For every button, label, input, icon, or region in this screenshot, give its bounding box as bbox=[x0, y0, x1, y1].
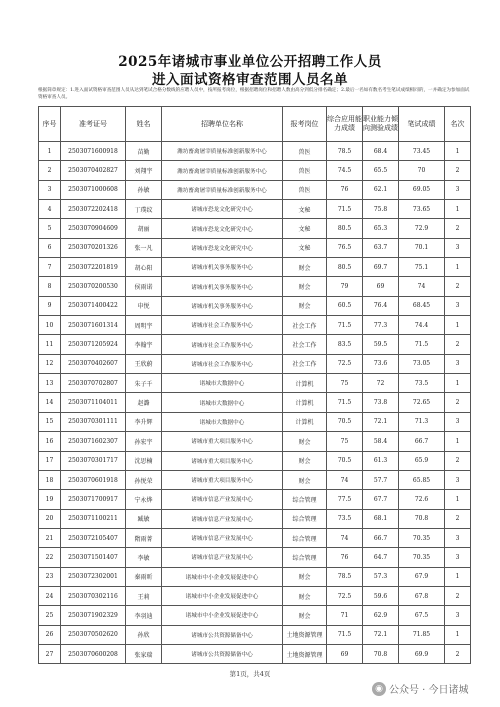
cell-score-comprehensive: 71.5 bbox=[327, 625, 363, 644]
cell-post: 土地资源管理 bbox=[283, 644, 327, 663]
cell-total: 73.45 bbox=[399, 142, 445, 161]
cell-index: 11 bbox=[39, 335, 61, 354]
cell-total: 65.85 bbox=[399, 470, 445, 489]
cell-name: 李翰宇 bbox=[126, 335, 162, 354]
cell-unit: 诸城市公共资源储备中心 bbox=[162, 625, 283, 644]
cell-ticket: 2503070600208 bbox=[61, 644, 126, 663]
cell-unit: 诸城市中小企业发展促进中心 bbox=[162, 586, 283, 605]
cell-score-aptitude: 57.3 bbox=[363, 567, 399, 586]
cell-ticket: 2503071100211 bbox=[61, 509, 126, 528]
cell-post: 财会 bbox=[283, 586, 327, 605]
cell-unit: 诸城市社会工作服务中心 bbox=[162, 354, 283, 373]
cell-name: 宁永烨 bbox=[126, 490, 162, 509]
cell-rank: 3 bbox=[445, 180, 471, 199]
header-score-aptitude: 职业能力倾向测验成绩 bbox=[363, 107, 399, 142]
cell-index: 27 bbox=[39, 644, 61, 663]
cell-post: 兽医 bbox=[283, 180, 327, 199]
cell-index: 10 bbox=[39, 316, 61, 335]
cell-total: 69.05 bbox=[399, 180, 445, 199]
cell-score-aptitude: 73.8 bbox=[363, 393, 399, 412]
table-row bbox=[39, 412, 471, 431]
cell-score-aptitude: 69 bbox=[363, 277, 399, 296]
header-rank: 名次 bbox=[445, 107, 471, 142]
cell-index: 8 bbox=[39, 277, 61, 296]
header-index: 序号 bbox=[39, 107, 61, 142]
cell-unit: 诸城市大数据中心 bbox=[162, 412, 283, 431]
cell-name: 李敏 bbox=[126, 548, 162, 567]
cell-total: 73.05 bbox=[399, 354, 445, 373]
header-ticket: 准考证号 bbox=[61, 107, 126, 142]
table-row bbox=[39, 238, 471, 257]
cell-total: 71.3 bbox=[399, 412, 445, 431]
cell-rank: 2 bbox=[445, 335, 471, 354]
table-row bbox=[39, 374, 471, 393]
cell-index: 26 bbox=[39, 625, 61, 644]
cell-total: 70.8 bbox=[399, 509, 445, 528]
header-total: 笔试成绩 bbox=[399, 107, 445, 142]
cell-rank: 3 bbox=[445, 548, 471, 567]
cell-name: 沈思楠 bbox=[126, 451, 162, 470]
table-header-row bbox=[39, 107, 471, 142]
cell-name: 孙欣 bbox=[126, 625, 162, 644]
header-unit: 招聘单位名称 bbox=[162, 107, 283, 142]
cell-index: 21 bbox=[39, 528, 61, 547]
table-row bbox=[39, 625, 471, 644]
cell-post: 文秘 bbox=[283, 238, 327, 257]
cell-score-aptitude: 66.7 bbox=[363, 528, 399, 547]
cell-rank: 2 bbox=[445, 586, 471, 605]
cell-unit: 潍坊畜禽屠宰质量标准创新服务中心 bbox=[162, 161, 283, 180]
table-row bbox=[39, 277, 471, 296]
cell-total: 70 bbox=[399, 161, 445, 180]
cell-score-aptitude: 77.3 bbox=[363, 316, 399, 335]
cell-index: 4 bbox=[39, 200, 61, 219]
cell-unit: 诸城市公共资源储备中心 bbox=[162, 644, 283, 663]
cell-index: 5 bbox=[39, 219, 61, 238]
header-post: 报考岗位 bbox=[283, 107, 327, 142]
cell-index: 2 bbox=[39, 161, 61, 180]
cell-unit: 诸城市机关事务服务中心 bbox=[162, 277, 283, 296]
cell-total: 67.9 bbox=[399, 567, 445, 586]
cell-name: 孙敏 bbox=[126, 180, 162, 199]
table-row bbox=[39, 219, 471, 238]
cell-rank: 2 bbox=[445, 509, 471, 528]
cell-score-comprehensive: 71.5 bbox=[327, 393, 363, 412]
cell-name: 申悦 bbox=[126, 296, 162, 315]
cell-rank: 1 bbox=[445, 432, 471, 451]
cell-post: 计算机 bbox=[283, 374, 327, 393]
cell-ticket: 2503071104011 bbox=[61, 393, 126, 412]
cell-name: 孙悦荣 bbox=[126, 470, 162, 489]
document-title-line1: 2025年诸城市事业单位公开招聘工作人员 bbox=[118, 54, 382, 70]
cell-total: 69.9 bbox=[399, 644, 445, 663]
cell-rank: 1 bbox=[445, 567, 471, 586]
cell-index: 25 bbox=[39, 606, 61, 625]
cell-name: 李升辉 bbox=[126, 412, 162, 431]
cell-score-comprehensive: 76 bbox=[327, 548, 363, 567]
cell-ticket: 2503070301111 bbox=[61, 412, 126, 431]
cell-ticket: 2503072302001 bbox=[61, 567, 126, 586]
cell-name: 王莉 bbox=[126, 586, 162, 605]
cell-score-comprehensive: 78.5 bbox=[327, 567, 363, 586]
cell-name: 侯雨诺 bbox=[126, 277, 162, 296]
cell-rank: 2 bbox=[445, 451, 471, 470]
cell-rank: 3 bbox=[445, 470, 471, 489]
cell-ticket: 2503070200530 bbox=[61, 277, 126, 296]
cell-name: 胡心阳 bbox=[126, 258, 162, 277]
cell-score-aptitude: 62.9 bbox=[363, 606, 399, 625]
table-row bbox=[39, 644, 471, 663]
cell-total: 67.5 bbox=[399, 606, 445, 625]
cell-rank: 1 bbox=[445, 258, 471, 277]
cell-score-comprehensive: 74 bbox=[327, 470, 363, 489]
cell-total: 72.9 bbox=[399, 219, 445, 238]
cell-score-aptitude: 67.7 bbox=[363, 490, 399, 509]
cell-post: 综合管理 bbox=[283, 509, 327, 528]
cell-post: 文秘 bbox=[283, 219, 327, 238]
cell-post: 文秘 bbox=[283, 200, 327, 219]
cell-rank: 3 bbox=[445, 412, 471, 431]
table-row bbox=[39, 528, 471, 547]
cell-total: 71.5 bbox=[399, 335, 445, 354]
cell-index: 7 bbox=[39, 258, 61, 277]
cell-name: 秦雨昕 bbox=[126, 567, 162, 586]
cell-ticket: 2503070702807 bbox=[61, 374, 126, 393]
watermark bbox=[372, 681, 469, 696]
cell-rank: 2 bbox=[445, 644, 471, 663]
table-row bbox=[39, 432, 471, 451]
cell-score-comprehensive: 70.5 bbox=[327, 451, 363, 470]
cell-ticket: 2503071501407 bbox=[61, 548, 126, 567]
table-row bbox=[39, 180, 471, 199]
cell-unit: 诸城市信息产业发展中心 bbox=[162, 528, 283, 547]
table-row bbox=[39, 548, 471, 567]
table-row bbox=[39, 606, 471, 625]
cell-score-aptitude: 68.4 bbox=[363, 142, 399, 161]
cell-name: 臧敏 bbox=[126, 509, 162, 528]
document-title-line2: 进入面试资格审查范围人员名单 bbox=[152, 72, 348, 88]
cell-score-aptitude: 65.5 bbox=[363, 161, 399, 180]
cell-name: 周明宇 bbox=[126, 316, 162, 335]
cell-unit: 诸城市重大项目服务中心 bbox=[162, 432, 283, 451]
cell-index: 15 bbox=[39, 412, 61, 431]
cell-name: 隋雨菁 bbox=[126, 528, 162, 547]
cell-name: 胡丽 bbox=[126, 219, 162, 238]
cell-rank: 1 bbox=[445, 490, 471, 509]
cell-total: 71.85 bbox=[399, 625, 445, 644]
cell-score-aptitude: 59.6 bbox=[363, 586, 399, 605]
cell-name: 刘翔宇 bbox=[126, 161, 162, 180]
cell-ticket: 2503071602307 bbox=[61, 432, 126, 451]
table-row bbox=[39, 470, 471, 489]
cell-ticket: 2503070402607 bbox=[61, 354, 126, 373]
cell-score-comprehensive: 83.5 bbox=[327, 335, 363, 354]
cell-index: 22 bbox=[39, 548, 61, 567]
cell-index: 12 bbox=[39, 354, 61, 373]
cell-rank: 3 bbox=[445, 238, 471, 257]
cell-ticket: 2503070904609 bbox=[61, 219, 126, 238]
cell-score-comprehensive: 73.5 bbox=[327, 509, 363, 528]
cell-index: 17 bbox=[39, 451, 61, 470]
cell-score-comprehensive: 74 bbox=[327, 528, 363, 547]
cell-score-aptitude: 58.4 bbox=[363, 432, 399, 451]
cell-score-comprehensive: 79 bbox=[327, 277, 363, 296]
watermark-text: 公众号 · 今日诸城 bbox=[389, 685, 469, 696]
cell-unit: 诸城市中小企业发展促进中心 bbox=[162, 606, 283, 625]
cell-total: 67.8 bbox=[399, 586, 445, 605]
cell-post: 综合管理 bbox=[283, 528, 327, 547]
wechat-official-account-icon: ◉ bbox=[372, 682, 386, 696]
cell-score-aptitude: 75.8 bbox=[363, 200, 399, 219]
cell-score-aptitude: 64.7 bbox=[363, 548, 399, 567]
header-score-comprehensive: 综合应用能力成绩 bbox=[327, 107, 363, 142]
cell-score-aptitude: 76.4 bbox=[363, 296, 399, 315]
cell-unit: 诸城市社会工作服务中心 bbox=[162, 316, 283, 335]
cell-rank: 3 bbox=[445, 296, 471, 315]
cell-ticket: 2503071902329 bbox=[61, 606, 126, 625]
cell-rank: 2 bbox=[445, 161, 471, 180]
cell-post: 计算机 bbox=[283, 393, 327, 412]
table-row bbox=[39, 335, 471, 354]
table-row bbox=[39, 509, 471, 528]
cell-ticket: 2503071600918 bbox=[61, 142, 126, 161]
cell-total: 70.35 bbox=[399, 528, 445, 547]
cell-index: 24 bbox=[39, 586, 61, 605]
cell-total: 75.1 bbox=[399, 258, 445, 277]
cell-name: 李羽迪 bbox=[126, 606, 162, 625]
table-row bbox=[39, 567, 471, 586]
cell-post: 兽医 bbox=[283, 161, 327, 180]
cell-score-aptitude: 59.5 bbox=[363, 335, 399, 354]
table-row bbox=[39, 586, 471, 605]
cell-score-aptitude: 62.1 bbox=[363, 180, 399, 199]
cell-post: 兽医 bbox=[283, 142, 327, 161]
cell-name: 孙宏宇 bbox=[126, 432, 162, 451]
cell-unit: 诸城市恐龙文化研究中心 bbox=[162, 200, 283, 219]
cell-total: 72.6 bbox=[399, 490, 445, 509]
cell-unit: 诸城市信息产业发展中心 bbox=[162, 490, 283, 509]
cell-post: 财会 bbox=[283, 432, 327, 451]
cell-score-comprehensive: 76.5 bbox=[327, 238, 363, 257]
cell-total: 70.35 bbox=[399, 548, 445, 567]
header-name: 姓名 bbox=[126, 107, 162, 142]
cell-ticket: 2503072201819 bbox=[61, 258, 126, 277]
cell-post: 社会工作 bbox=[283, 316, 327, 335]
cell-name: 张家瑞 bbox=[126, 644, 162, 663]
table-row bbox=[39, 451, 471, 470]
cell-score-aptitude: 65.3 bbox=[363, 219, 399, 238]
cell-index: 18 bbox=[39, 470, 61, 489]
cell-name: 丁璞纹 bbox=[126, 200, 162, 219]
cell-score-comprehensive: 77.5 bbox=[327, 490, 363, 509]
cell-unit: 诸城市中小企业发展促进中心 bbox=[162, 567, 283, 586]
cell-post: 财会 bbox=[283, 567, 327, 586]
cell-unit: 诸城市信息产业发展中心 bbox=[162, 548, 283, 567]
cell-score-aptitude: 57.7 bbox=[363, 470, 399, 489]
cell-post: 计算机 bbox=[283, 412, 327, 431]
cell-unit: 潍坊畜禽屠宰质量标准创新服务中心 bbox=[162, 180, 283, 199]
cell-unit: 诸城市大数据中心 bbox=[162, 374, 283, 393]
cell-total: 74.4 bbox=[399, 316, 445, 335]
cell-post: 土地资源管理 bbox=[283, 625, 327, 644]
cell-index: 19 bbox=[39, 490, 61, 509]
cell-score-comprehensive: 71.5 bbox=[327, 316, 363, 335]
cell-score-comprehensive: 72.5 bbox=[327, 354, 363, 373]
page-number: 第1页，共4页 bbox=[229, 670, 271, 678]
cell-name: 朱子千 bbox=[126, 374, 162, 393]
cell-post: 综合管理 bbox=[283, 490, 327, 509]
cell-total: 70.1 bbox=[399, 238, 445, 257]
cell-score-aptitude: 73.6 bbox=[363, 354, 399, 373]
cell-score-aptitude: 72 bbox=[363, 374, 399, 393]
cell-total: 74 bbox=[399, 277, 445, 296]
cell-ticket: 2503071700917 bbox=[61, 490, 126, 509]
cell-post: 社会工作 bbox=[283, 335, 327, 354]
cell-score-comprehensive: 75 bbox=[327, 432, 363, 451]
cell-rank: 1 bbox=[445, 625, 471, 644]
cell-score-comprehensive: 71 bbox=[327, 606, 363, 625]
cell-score-comprehensive: 75 bbox=[327, 374, 363, 393]
cell-unit: 诸城市社会工作服务中心 bbox=[162, 335, 283, 354]
cell-unit: 诸城市恐龙文化研究中心 bbox=[162, 238, 283, 257]
cell-unit: 诸城市大数据中心 bbox=[162, 393, 283, 412]
table-row bbox=[39, 200, 471, 219]
cell-score-comprehensive: 80.5 bbox=[327, 258, 363, 277]
table-row bbox=[39, 316, 471, 335]
cell-index: 1 bbox=[39, 142, 61, 161]
cell-score-comprehensive: 76 bbox=[327, 180, 363, 199]
cell-index: 6 bbox=[39, 238, 61, 257]
cell-post: 财会 bbox=[283, 606, 327, 625]
cell-name: 赵潞 bbox=[126, 393, 162, 412]
cell-post: 财会 bbox=[283, 451, 327, 470]
cell-score-comprehensive: 78.5 bbox=[327, 142, 363, 161]
cell-rank: 3 bbox=[445, 606, 471, 625]
cell-ticket: 2503070301717 bbox=[61, 451, 126, 470]
cell-total: 66.7 bbox=[399, 432, 445, 451]
cell-ticket: 2503070402827 bbox=[61, 161, 126, 180]
cell-ticket: 2503072105407 bbox=[61, 528, 126, 547]
cell-name: 张一凡 bbox=[126, 238, 162, 257]
cell-index: 3 bbox=[39, 180, 61, 199]
cell-score-aptitude: 70.8 bbox=[363, 644, 399, 663]
cell-rank: 2 bbox=[445, 393, 471, 412]
cell-index: 20 bbox=[39, 509, 61, 528]
cell-ticket: 2503070302116 bbox=[61, 586, 126, 605]
cell-score-aptitude: 68.1 bbox=[363, 509, 399, 528]
cell-ticket: 2503071400422 bbox=[61, 296, 126, 315]
table-row bbox=[39, 161, 471, 180]
cell-name: 苗勤 bbox=[126, 142, 162, 161]
cell-total: 73.5 bbox=[399, 374, 445, 393]
cell-score-comprehensive: 80.5 bbox=[327, 219, 363, 238]
cell-rank: 1 bbox=[445, 200, 471, 219]
cell-ticket: 2503071205924 bbox=[61, 335, 126, 354]
cell-score-aptitude: 63.7 bbox=[363, 238, 399, 257]
cell-total: 68.45 bbox=[399, 296, 445, 315]
table-row bbox=[39, 258, 471, 277]
cell-ticket: 2503070201326 bbox=[61, 238, 126, 257]
cell-name: 王欣蔚 bbox=[126, 354, 162, 373]
cell-unit: 诸城市恐龙文化研究中心 bbox=[162, 219, 283, 238]
cell-score-aptitude: 72.1 bbox=[363, 412, 399, 431]
cell-ticket: 2503070502620 bbox=[61, 625, 126, 644]
table-row bbox=[39, 142, 471, 161]
cell-unit: 诸城市信息产业发展中心 bbox=[162, 509, 283, 528]
cell-total: 73.65 bbox=[399, 200, 445, 219]
cell-post: 财会 bbox=[283, 470, 327, 489]
cell-rank: 3 bbox=[445, 528, 471, 547]
cell-total: 65.9 bbox=[399, 451, 445, 470]
cell-rank: 1 bbox=[445, 316, 471, 335]
cell-score-comprehensive: 70.5 bbox=[327, 412, 363, 431]
cell-score-comprehensive: 71.5 bbox=[327, 200, 363, 219]
cell-total: 72.65 bbox=[399, 393, 445, 412]
cell-index: 16 bbox=[39, 432, 61, 451]
table-row bbox=[39, 393, 471, 412]
cell-ticket: 2503072202418 bbox=[61, 200, 126, 219]
cell-post: 社会工作 bbox=[283, 354, 327, 373]
cell-score-comprehensive: 69 bbox=[327, 644, 363, 663]
cell-unit: 诸城市机关事务服务中心 bbox=[162, 258, 283, 277]
table-row bbox=[39, 354, 471, 373]
candidate-table bbox=[38, 106, 471, 664]
cell-rank: 1 bbox=[445, 142, 471, 161]
cell-unit: 诸城市重大项目服务中心 bbox=[162, 451, 283, 470]
cell-post: 财会 bbox=[283, 296, 327, 315]
cell-unit: 诸城市重大项目服务中心 bbox=[162, 470, 283, 489]
cell-rank: 1 bbox=[445, 374, 471, 393]
cell-post: 财会 bbox=[283, 258, 327, 277]
cell-ticket: 2503071601314 bbox=[61, 316, 126, 335]
cell-score-comprehensive: 74.5 bbox=[327, 161, 363, 180]
cell-score-aptitude: 69.7 bbox=[363, 258, 399, 277]
cell-post: 财会 bbox=[283, 277, 327, 296]
cell-rank: 2 bbox=[445, 277, 471, 296]
table-row bbox=[39, 296, 471, 315]
cell-score-comprehensive: 72.5 bbox=[327, 586, 363, 605]
cell-ticket: 2503070601918 bbox=[61, 470, 126, 489]
cell-index: 14 bbox=[39, 393, 61, 412]
cell-index: 9 bbox=[39, 296, 61, 315]
table-row bbox=[39, 490, 471, 509]
cell-score-aptitude: 61.3 bbox=[363, 451, 399, 470]
cell-ticket: 2503071000608 bbox=[61, 180, 126, 199]
cell-score-comprehensive: 60.5 bbox=[327, 296, 363, 315]
document-note: 根据简章规定：1.进入面试资格审查范围人员从达到笔试合格分数线的应聘人员中，按所报考岗位，根据招聘岗位和招聘人数由高分到低分排名确定；2.最后一名如有数名考生笔试成绩相同的，一并确定为参加面试资格审查人员。 bbox=[38, 88, 470, 100]
cell-post: 综合管理 bbox=[283, 548, 327, 567]
cell-score-aptitude: 72.1 bbox=[363, 625, 399, 644]
cell-unit: 潍坊畜禽屠宰质量标准创新服务中心 bbox=[162, 142, 283, 161]
cell-index: 13 bbox=[39, 374, 61, 393]
cell-unit: 诸城市机关事务服务中心 bbox=[162, 296, 283, 315]
cell-rank: 2 bbox=[445, 219, 471, 238]
cell-rank: 3 bbox=[445, 354, 471, 373]
cell-index: 23 bbox=[39, 567, 61, 586]
